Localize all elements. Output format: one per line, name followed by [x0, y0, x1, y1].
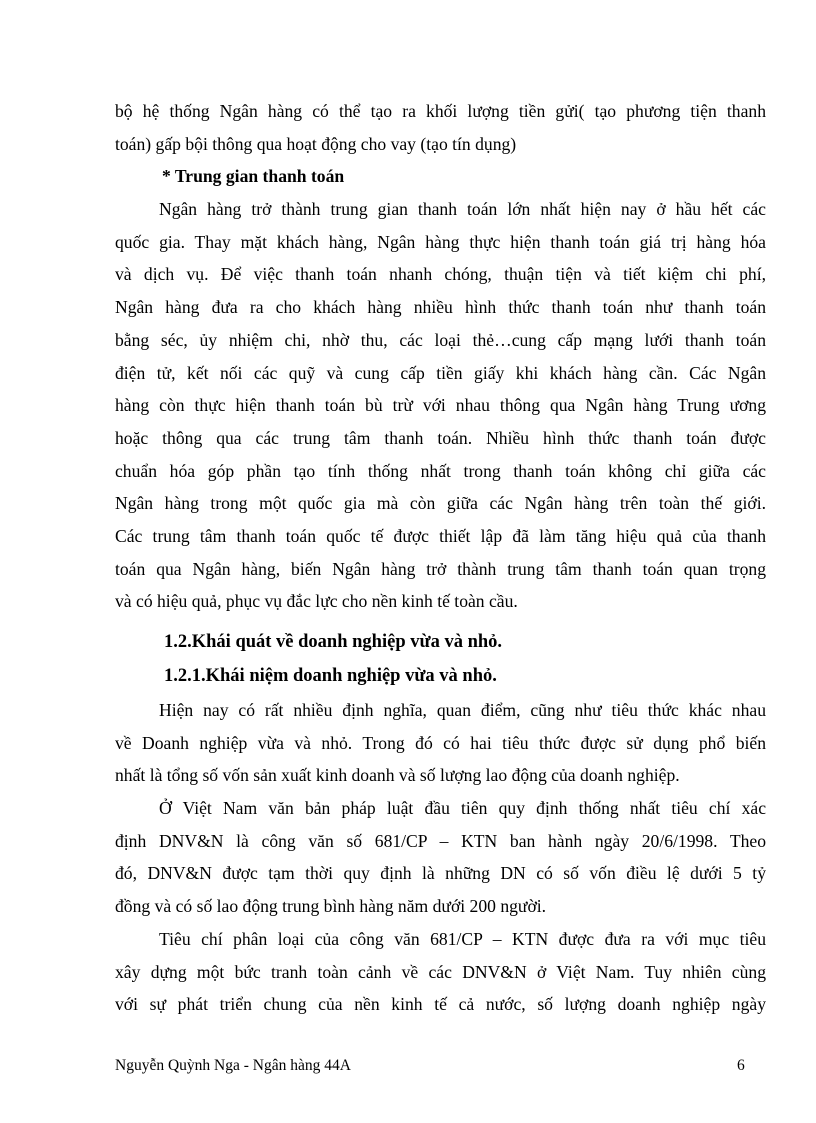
text-line: Ở Việt Nam văn bản pháp luật đầu tiên quy định thống nhất tiêu chí xác — [159, 798, 766, 819]
text-line: chuẩn hóa góp phần tạo tính thống nhất trong thanh toán không chỉ giữa các — [115, 460, 766, 481]
text-line: toán) gấp bội thông qua hoạt động cho vay (tạo tín dụng) — [115, 133, 517, 154]
text-line: quốc gia. Thay mặt khách hàng, Ngân hàng thực hiện thanh toán giá trị hàng hóa — [115, 231, 766, 252]
text-line: nhất là tổng số vốn sản xuất kinh doanh và số lượng lao động của doanh nghiệp. — [115, 765, 680, 786]
text-line: Các trung tâm thanh toán quốc tế được thiết lập đã làm tăng hiệu quả của thanh — [115, 525, 766, 546]
text-line: bộ hệ thống Ngân hàng có thể tạo ra khối lượng tiền gửi( tạo phương tiện thanh — [115, 101, 766, 121]
text-line: đó, DNV&N được tạm thời quy định là những DN có số vốn điều lệ dưới 5 tỷ — [115, 863, 766, 884]
text-line: với sự phát triển chung của nền kinh tế cả nước, số lượng doanh nghiệp ngày — [115, 994, 766, 1015]
text-line: Ngân hàng trong một quốc gia mà còn giữa các Ngân hàng trên toàn thế giới. — [115, 493, 766, 514]
text-line: định DNV&N là công văn số 681/CP – KTN ban hành ngày 20/6/1998. Theo — [115, 830, 766, 851]
text-line: đồng và có số lao động trung bình hàng năm dưới 200 người. — [115, 896, 547, 917]
text-line: và có hiệu quả, phục vụ đắc lực cho nền kinh tế toàn cầu. — [115, 591, 518, 612]
page-number: 6 — [737, 1057, 745, 1074]
text-line: hàng còn thực hiện thanh toán bù trừ với nhau thông qua Ngân hàng Trung ương — [115, 395, 766, 416]
text-line: Tiêu chí phân loại của công văn 681/CP – KTN được đưa ra với mục tiêu — [159, 928, 766, 949]
section-heading-1-2-1: 1.2.1.Khái niệm doanh nghiệp vừa và nhỏ. — [164, 666, 497, 686]
text-line: Ngân hàng đưa ra cho khách hàng nhiều hình thức thanh toán như thanh toán — [115, 297, 766, 318]
text-line: và dịch vụ. Để việc thanh toán nhanh chóng, thuận tiện và tiết kiệm chi phí, — [115, 264, 766, 285]
text-line: toán qua Ngân hàng, biến Ngân hàng trở thành trung tâm thanh toán quan trọng — [115, 558, 766, 579]
text-line: Hiện nay có rất nhiều định nghĩa, quan điểm, cũng như tiêu thức khác nhau — [159, 700, 766, 720]
text-line: hoặc thông qua các trung tâm thanh toán. Nhiều hình thức thanh toán được — [115, 427, 766, 448]
subheading-payment-intermediary: * Trung gian thanh toán — [162, 166, 345, 187]
section-heading-1-2: 1.2.Khái quát về doanh nghiệp vừa và nhỏ. — [164, 632, 503, 652]
footer-author: Nguyễn Quỳnh Nga - Ngân hàng 44A — [115, 1057, 351, 1074]
body-text — [115, 95, 766, 1021]
text-line: xây dựng một bức tranh toàn cảnh về các DNV&N ở Việt Nam. Tuy nhiên cùng — [115, 961, 766, 982]
text-line: về Doanh nghiệp vừa và nhỏ. Trong đó có hai tiêu thức được sử dụng phổ biến — [115, 732, 766, 753]
text-line: điện tử, kết nối các quỹ và cung cấp tiền giấy khi khách hàng cần. Các Ngân — [115, 362, 766, 383]
text-line: bằng séc, ủy nhiệm chi, nhờ thu, các loại thẻ…cung cấp mạng lưới thanh toán — [115, 329, 766, 350]
text-line: Ngân hàng trở thành trung gian thanh toán lớn nhất hiện nay ở hầu hết các — [159, 199, 766, 220]
